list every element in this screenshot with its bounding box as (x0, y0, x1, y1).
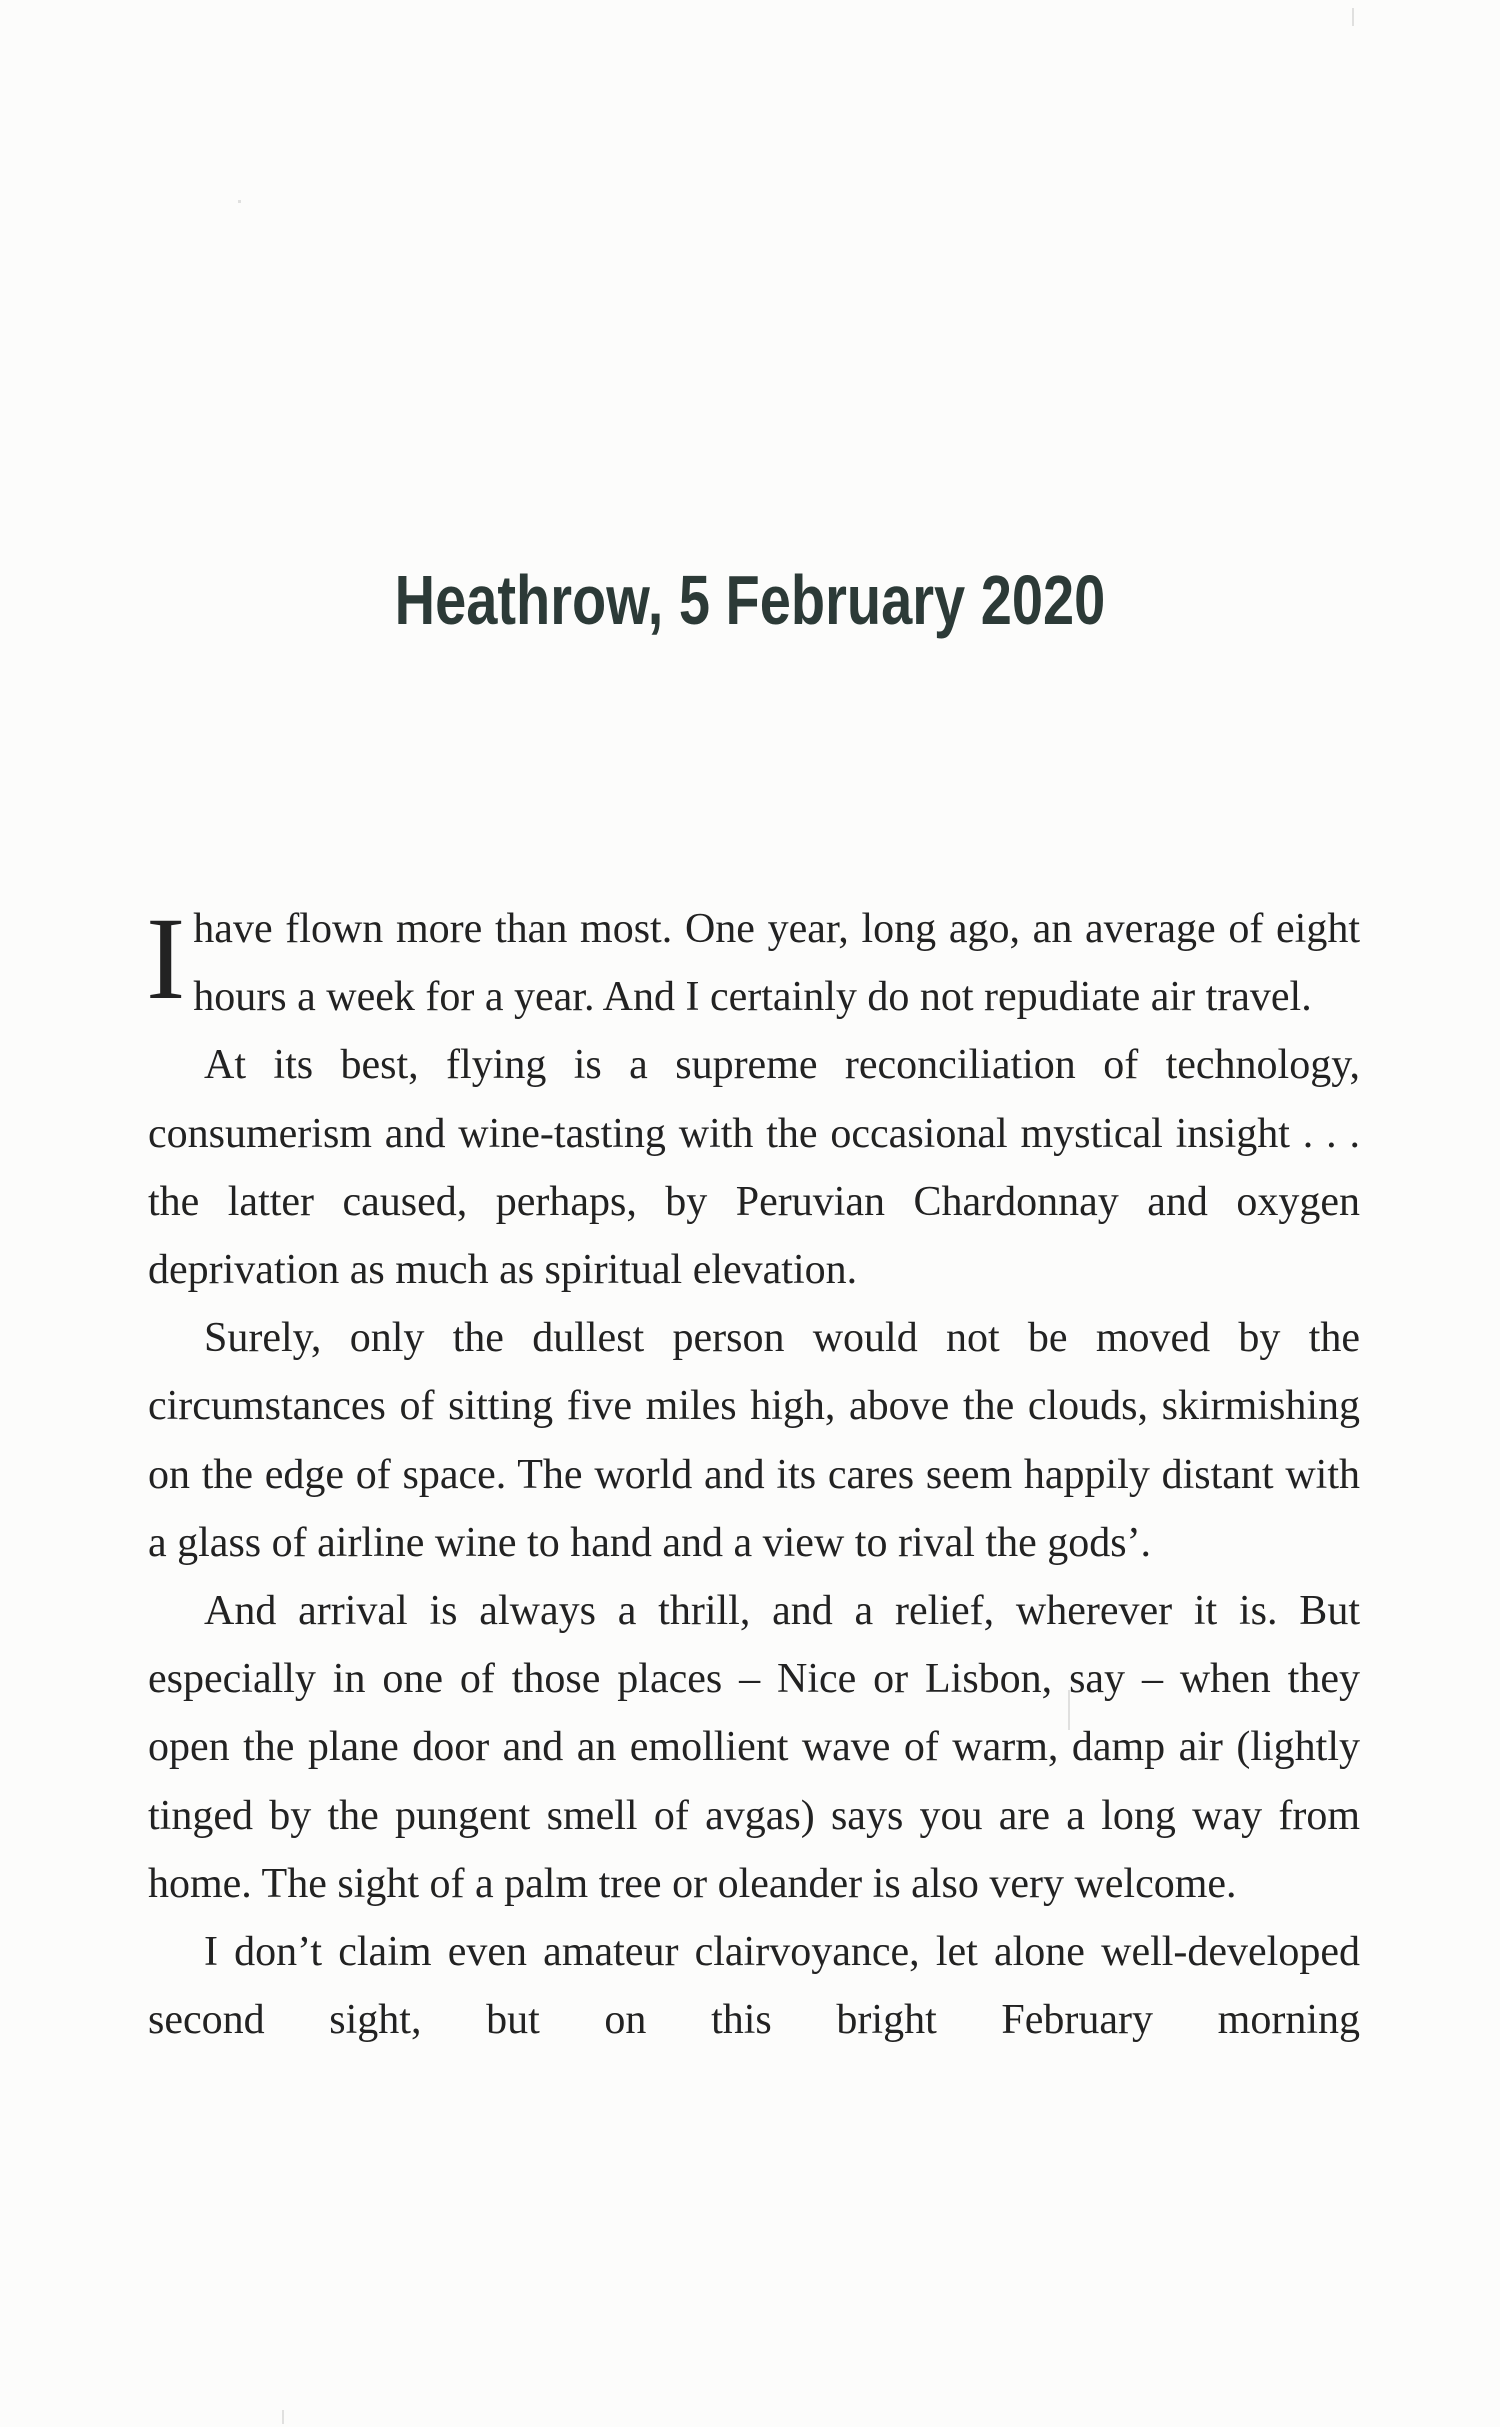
chapter-heading: Heathrow, 5 February 2020 (394, 561, 1106, 639)
paragraph-2: At its best, flying is a supreme reconciliation of technology, consumerism and wine-tasting with the occasional mystical insight . . . the latter caused, perhaps, by Peruvian Chardonnay and oxygen deprivation as much as spiritual elevation. (148, 1042, 1360, 1294)
scan-speck (238, 200, 241, 203)
drop-cap: I (146, 893, 186, 1024)
scan-speck (1352, 8, 1354, 26)
paragraph-3: Surely, only the dullest person would not be moved by the circumstances of sitting five miles high, above the clouds, skirmishing on the edge of space. The world and its cares seem happily distant with a glass of airline wine to hand and a view to rival the gods’. (148, 1315, 1360, 1566)
paragraph-4: And arrival is always a thrill, and a relief, wherever it is. But especially in one of those places – Nice or Lisbon, say – when they open the plane door and an emollient wave of warm, damp air (lightly tinged by the pungent smell of avgas) says you are a long way from home. The sight of a palm tree or oleander is also very welcome. (148, 1588, 1360, 1907)
scan-speck (282, 2410, 284, 2424)
paragraph-5: I don’t claim even amateur clairvoyance, let alone well-developed second sight, but on this bright February morning (148, 1929, 1360, 2044)
paragraph-1-text: have flown more than most. One year, long ago, an average of eight hours a week for a year. And I certainly do not repudiate air travel. (193, 906, 1360, 1021)
body-text (148, 895, 1360, 2054)
paragraph-1 (148, 895, 1360, 1031)
